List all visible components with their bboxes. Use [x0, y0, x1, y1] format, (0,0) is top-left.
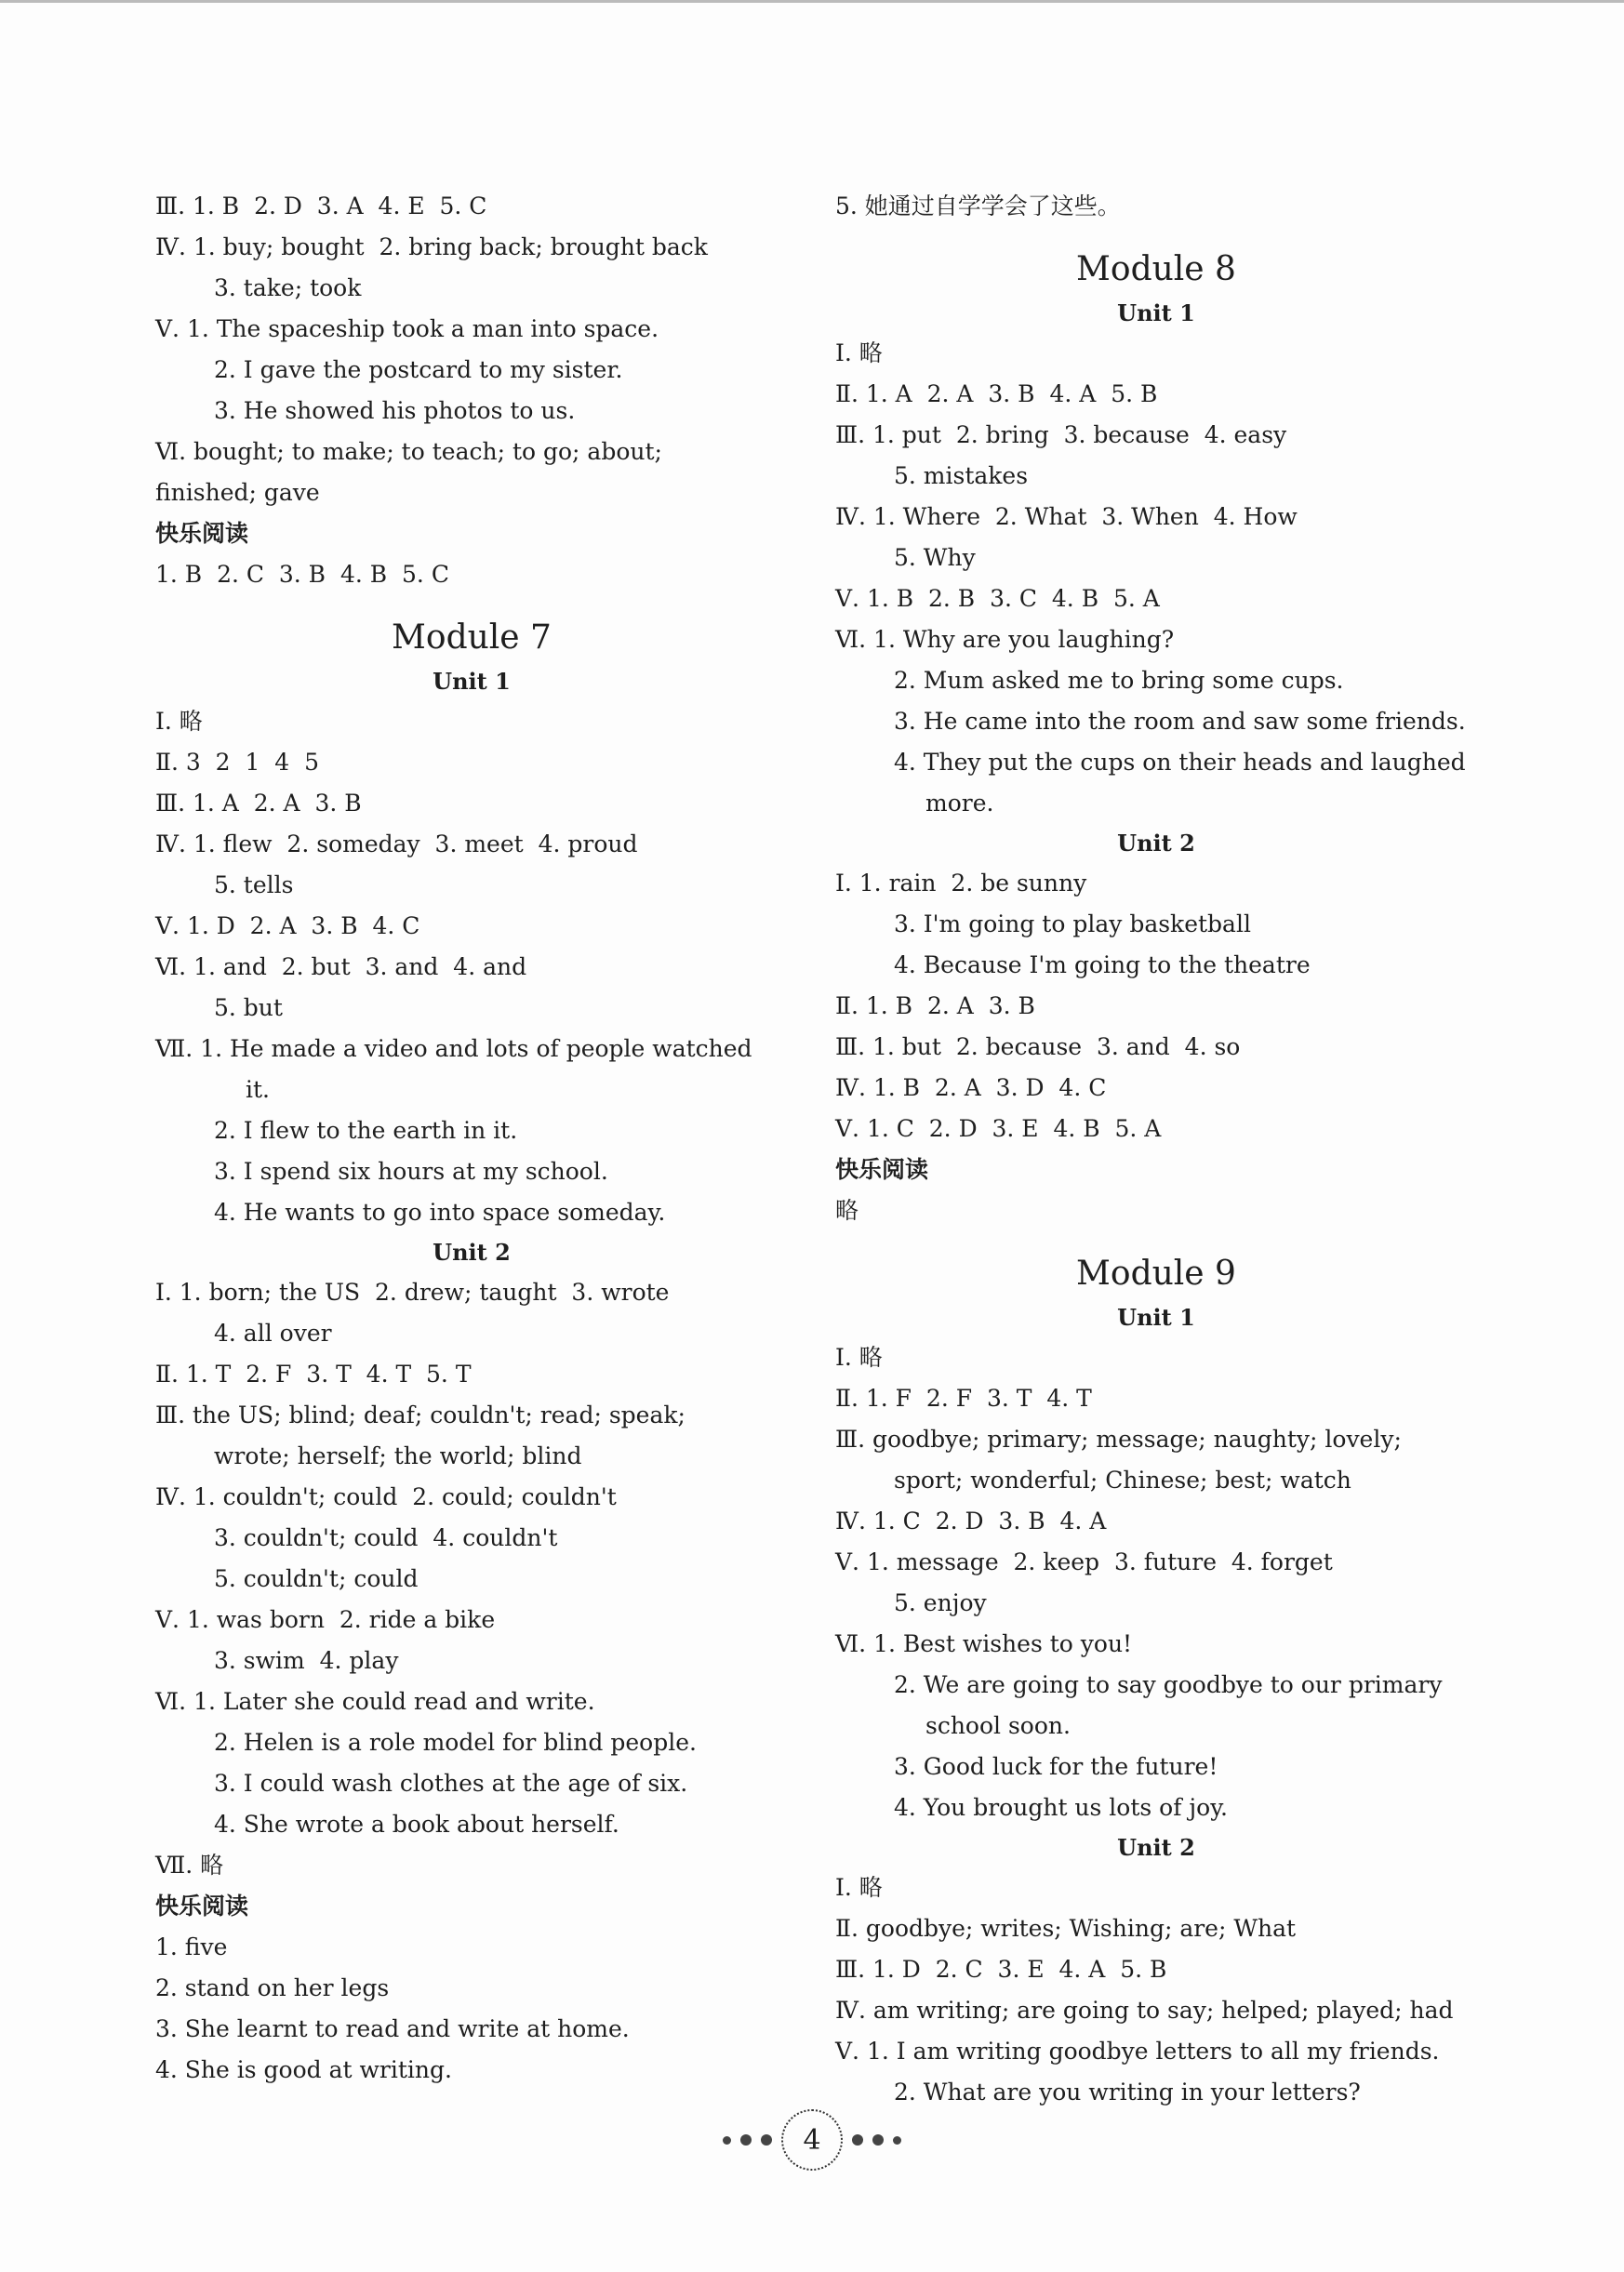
- answer-line: 5. but: [214, 994, 283, 1021]
- answer-line: 4. Because I'm going to the theatre: [894, 951, 1311, 978]
- answer-line: 3. She learnt to read and write at home.: [155, 2015, 630, 2042]
- answer-line: Ⅴ. 1. C 2. D 3. E 4. B 5. A: [835, 1115, 1162, 1142]
- answer-line: Ⅴ. 1. message 2. keep 3. future 4. forget: [835, 1548, 1333, 1575]
- answer-line: it.: [246, 1076, 270, 1103]
- answer-line: Ⅱ. goodbye; writes; Wishing; are; What: [835, 1915, 1297, 1942]
- page-number-circle: [781, 2109, 843, 2171]
- answer-line: finished; gave: [155, 479, 320, 506]
- answer-line: 5. enjoy: [894, 1589, 987, 1616]
- answer-line: Ⅴ. 1. D 2. A 3. B 4. C: [155, 912, 420, 939]
- decor-dot: [740, 2134, 752, 2146]
- answer-line: Ⅱ. 1. T 2. F 3. T 4. T 5. T: [155, 1361, 472, 1388]
- answer-line: sport; wonderful; Chinese; best; watch: [894, 1467, 1351, 1494]
- answer-line: Ⅳ. 1. B 2. A 3. D 4. C: [835, 1074, 1107, 1101]
- answer-line: Ⅶ. 略: [155, 1852, 224, 1879]
- answer-line: Ⅴ. 1. I am writing goodbye letters to all my friends.: [835, 2038, 1440, 2065]
- answer-line: 4. You brought us lots of joy.: [894, 1794, 1228, 1821]
- page-number-text: 4: [803, 2123, 821, 2157]
- answer-line: Ⅲ. 1. put 2. bring 3. because 4. easy: [835, 421, 1287, 448]
- answer-line: school soon.: [925, 1712, 1071, 1739]
- unit-heading: Unit 1: [433, 668, 511, 695]
- answer-line: 4. She is good at writing.: [155, 2056, 452, 2083]
- answer-line: Ⅲ. 1. B 2. D 3. A 4. E 5. C: [155, 193, 487, 219]
- decor-dot: [893, 2136, 901, 2145]
- answer-line: Ⅲ. 1. D 2. C 3. E 4. A 5. B: [835, 1956, 1167, 1983]
- answer-line: Ⅳ. 1. couldn't; could 2. could; couldn't: [155, 1483, 617, 1510]
- answer-line: 3. couldn't; could 4. couldn't: [214, 1524, 558, 1551]
- answer-line: wrote; herself; the world; blind: [214, 1442, 582, 1469]
- answer-line: 5. Why: [894, 544, 976, 571]
- answer-line: Ⅳ. am writing; are going to say; helped; played; had: [835, 1997, 1454, 2024]
- answer-line: 5. 她通过自学学会了这些。: [835, 193, 1121, 219]
- answer-line: 1. B 2. C 3. B 4. B 5. C: [155, 561, 449, 588]
- answer-line: Ⅴ. 1. The spaceship took a man into space.: [155, 315, 659, 342]
- answer-line: Ⅶ. 1. He made a video and lots of people watched: [155, 1035, 752, 1062]
- answer-line: 4. He wants to go into space someday.: [214, 1199, 666, 1226]
- answer-line: 2. What are you writing in your letters?: [894, 2079, 1361, 2106]
- answer-line: Ⅴ. 1. B 2. B 3. C 4. B 5. A: [835, 585, 1160, 612]
- answer-line: 3. take; took: [214, 274, 362, 301]
- decor-dot: [761, 2134, 772, 2146]
- unit-heading: Unit 1: [1117, 299, 1195, 326]
- unit-heading: Unit 2: [433, 1239, 511, 1266]
- answer-line: 5. tells: [214, 871, 294, 898]
- answer-line: Ⅲ. the US; blind; deaf; couldn't; read; speak;: [155, 1402, 686, 1428]
- answer-line: Ⅰ. 略: [835, 1344, 883, 1371]
- answer-line: 4. She wrote a book about herself.: [214, 1811, 619, 1838]
- answer-line: Ⅵ. 1. Why are you laughing?: [835, 626, 1175, 653]
- reading-heading: 快乐阅读: [155, 520, 249, 547]
- unit-heading: Unit 2: [1117, 1834, 1195, 1861]
- answer-line: Ⅳ. 1. Where 2. What 3. When 4. How: [835, 503, 1298, 530]
- answer-line: Ⅲ. goodbye; primary; message; naughty; lovely;: [835, 1426, 1402, 1453]
- answer-line: Ⅵ. 1. Later she could read and write.: [155, 1688, 595, 1715]
- answer-line: Ⅱ. 1. F 2. F 3. T 4. T: [835, 1385, 1092, 1412]
- decor-dot: [852, 2134, 863, 2146]
- answer-line: 2. We are going to say goodbye to our primary: [894, 1671, 1443, 1698]
- answer-line: Ⅵ. 1. and 2. but 3. and 4. and: [155, 953, 527, 980]
- answer-line: more.: [925, 790, 994, 817]
- answer-line: 2. Mum asked me to bring some cups.: [894, 667, 1344, 694]
- answer-line: 3. He showed his photos to us.: [214, 397, 576, 424]
- module-heading: Module 9: [1076, 1255, 1236, 1293]
- answer-line: 2. Helen is a role model for blind people.: [214, 1729, 697, 1756]
- unit-heading: Unit 1: [1117, 1304, 1195, 1331]
- answer-line: Ⅱ. 1. A 2. A 3. B 4. A 5. B: [835, 380, 1158, 407]
- answer-line: 3. I'm going to play basketball: [894, 910, 1251, 937]
- answer-line: 2. I flew to the earth in it.: [214, 1117, 518, 1144]
- answer-line: Ⅲ. 1. but 2. because 3. and 4. so: [835, 1033, 1241, 1060]
- answer-line: Ⅳ. 1. flew 2. someday 3. meet 4. proud: [155, 830, 638, 857]
- unit-heading: Unit 2: [1117, 830, 1195, 857]
- answer-line: 略: [835, 1197, 859, 1224]
- reading-heading: 快乐阅读: [155, 1893, 249, 1920]
- top-edge: [0, 0, 1624, 3]
- answer-line: Ⅵ. 1. Best wishes to you!: [835, 1630, 1133, 1657]
- answer-line: Ⅵ. bought; to make; to teach; to go; about;: [155, 438, 662, 465]
- answer-line: 4. all over: [214, 1320, 332, 1347]
- right-column: [835, 186, 1477, 2113]
- answer-line: 3. swim 4. play: [214, 1647, 399, 1674]
- answer-line: Ⅰ. 1. born; the US 2. drew; taught 3. wrote: [155, 1279, 670, 1306]
- answer-line: Ⅱ. 3 2 1 4 5: [155, 749, 319, 776]
- module-heading: Module 8: [1076, 250, 1236, 288]
- answer-line: Ⅰ. 略: [835, 339, 883, 366]
- answer-line: Ⅰ. 略: [155, 708, 203, 735]
- decor-dot: [723, 2136, 731, 2145]
- answer-line: Ⅰ. 1. rain 2. be sunny: [835, 870, 1087, 897]
- answer-line: Ⅳ. 1. C 2. D 3. B 4. A: [835, 1508, 1107, 1535]
- answer-line: Ⅰ. 略: [835, 1874, 883, 1901]
- answer-line: 5. mistakes: [894, 462, 1029, 489]
- answer-line: Ⅲ. 1. A 2. A 3. B: [155, 790, 362, 817]
- answer-line: 5. couldn't; could: [214, 1565, 419, 1592]
- answer-line: 2. I gave the postcard to my sister.: [214, 356, 623, 383]
- answer-line: 3. I could wash clothes at the age of six.: [214, 1770, 688, 1797]
- answer-line: 3. I spend six hours at my school.: [214, 1158, 608, 1185]
- answer-line: 4. They put the cups on their heads and laughed: [894, 749, 1466, 776]
- answer-line: 3. He came into the room and saw some friends.: [894, 708, 1466, 735]
- page-number: [723, 2109, 901, 2171]
- answer-line: 1. five: [155, 1933, 228, 1960]
- answer-line: 2. stand on her legs: [155, 1974, 390, 2001]
- answer-line: Ⅱ. 1. B 2. A 3. B: [835, 992, 1035, 1019]
- answer-line: Ⅴ. 1. was born 2. ride a bike: [155, 1606, 496, 1633]
- reading-heading: 快乐阅读: [835, 1156, 929, 1183]
- answer-line: Ⅳ. 1. buy; bought 2. bring back; brought back: [155, 233, 708, 260]
- module-heading: Module 7: [392, 618, 552, 657]
- answer-line: 3. Good luck for the future!: [894, 1753, 1218, 1780]
- left-column: [155, 186, 788, 2091]
- decor-dot: [872, 2134, 884, 2146]
